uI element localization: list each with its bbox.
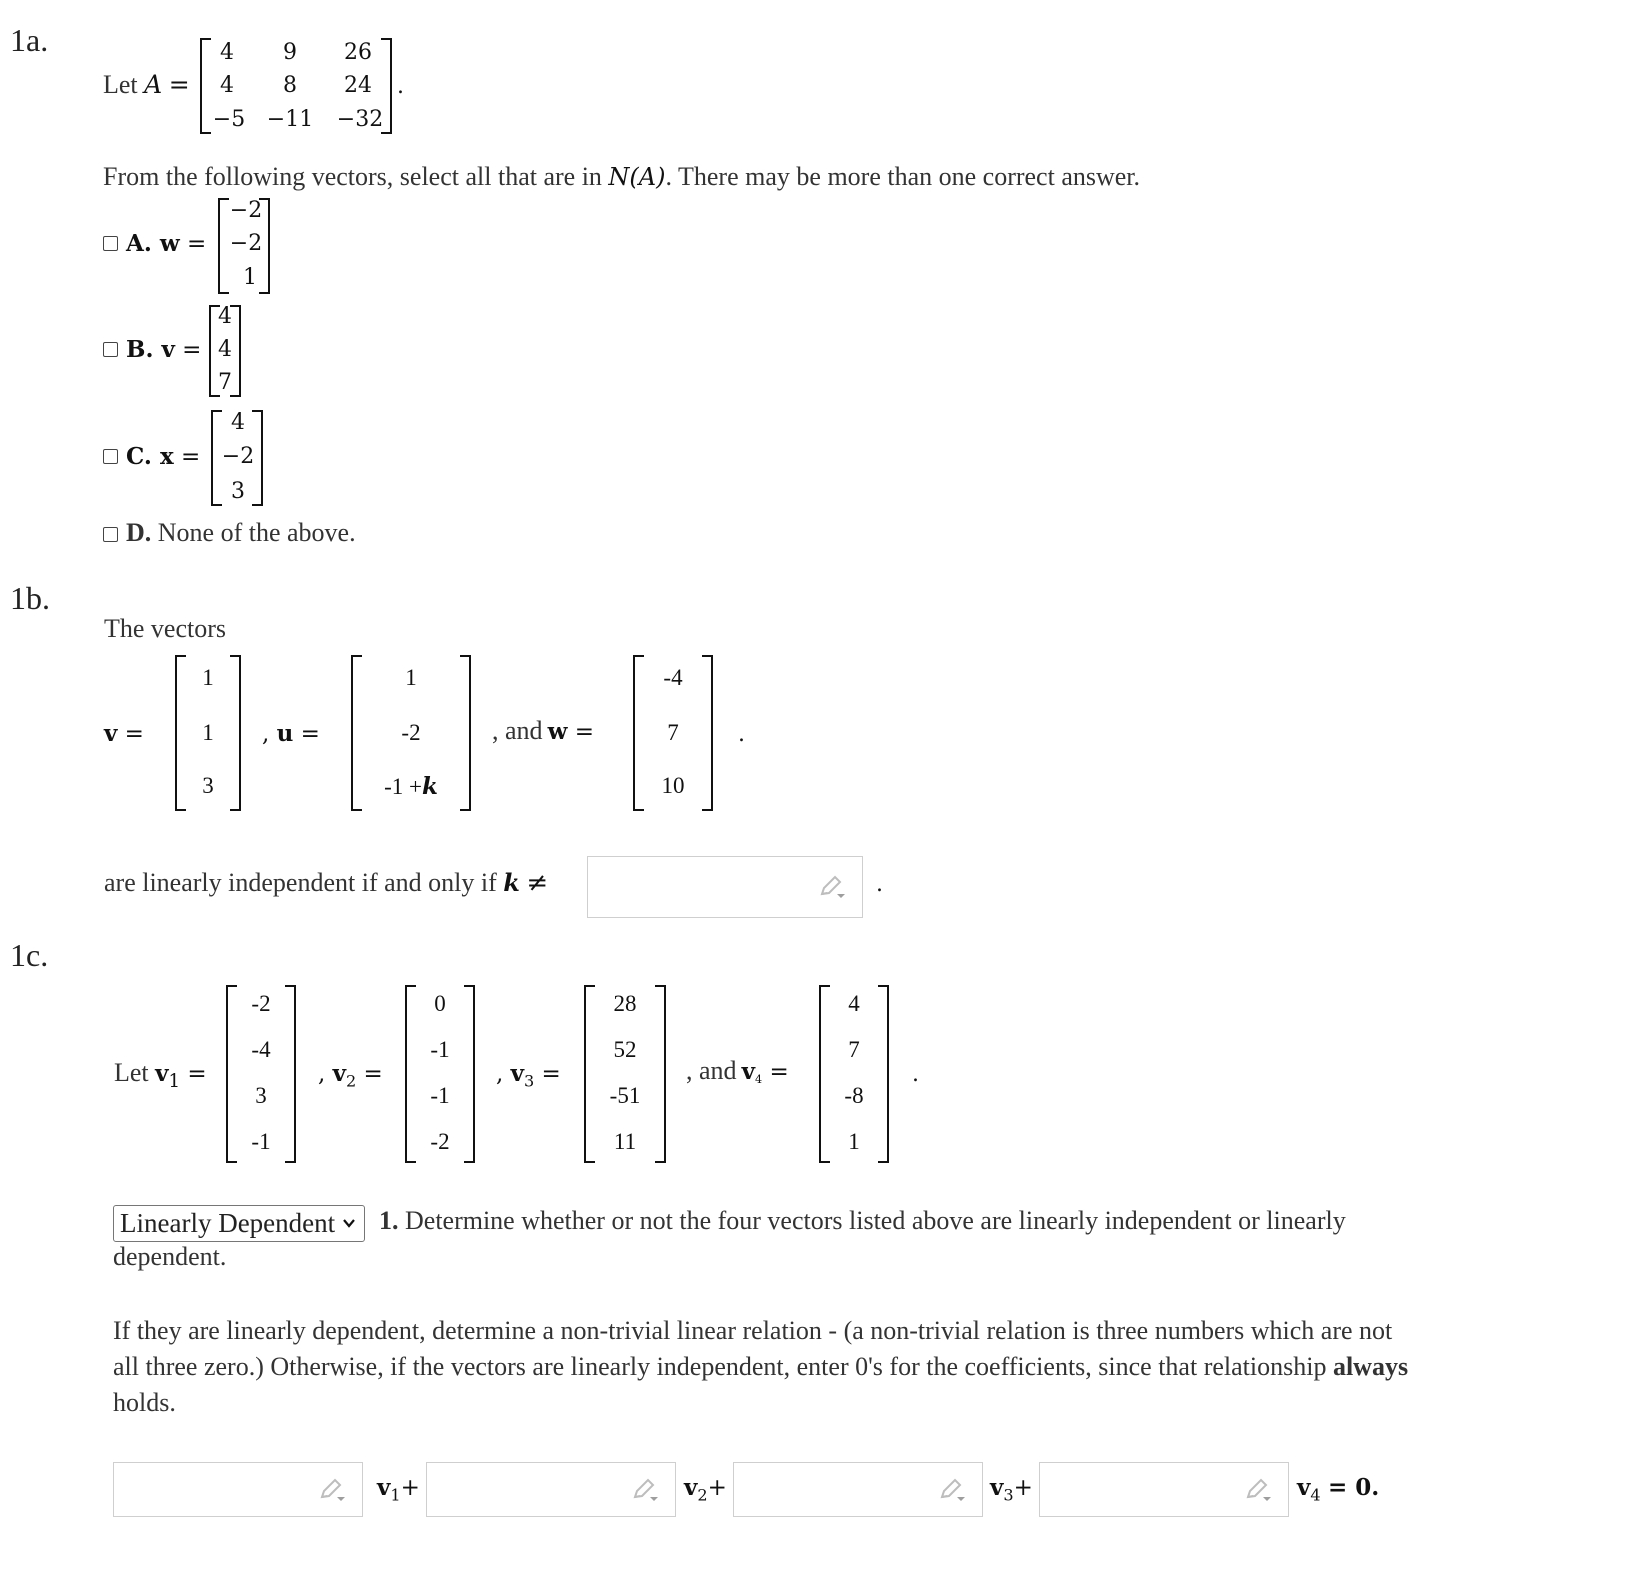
matrix-cell: 9 (283, 40, 297, 65)
matrix-cell: 8 (283, 73, 297, 98)
option-c-vector (211, 410, 263, 506)
vector-cell: 4 (231, 410, 245, 435)
k-answer-input[interactable] (587, 856, 863, 918)
vector-cell: -2 (401, 720, 421, 745)
vector-cell: 1 (202, 720, 214, 745)
vector-cell: 1 (202, 665, 214, 690)
vector-cell: 4 (848, 991, 860, 1016)
question-number-1a: 1a. (10, 22, 49, 58)
vector-cell: 28 (613, 991, 637, 1016)
option-a-vector (218, 198, 270, 294)
vector-cell: −2 (229, 198, 263, 223)
matrix-cell: −32 (336, 107, 384, 132)
matrix-cell: 4 (220, 40, 234, 65)
v4-label: , and $v_4$ = (686, 1056, 789, 1087)
v-label: v = (104, 720, 144, 747)
matrix-a (200, 38, 392, 134)
chevron-down-icon (342, 1216, 356, 1230)
v3-label: , $v_3$ = (496, 1060, 561, 1091)
question-number-1c: 1c. (10, 937, 49, 973)
vector-cell: 4 (218, 304, 232, 329)
question-prompt-1a: From the following vectors, select all that are in N(A). There may be more than one correct answer. (103, 162, 1141, 191)
v3-vector (584, 985, 666, 1163)
vector-cell: 1 (848, 1129, 860, 1154)
relation-paragraph-line2: all three zero.) Otherwise, if the vectors are linearly independent, enter 0's for the coefficients, since that relationship always (113, 1352, 1409, 1381)
matrix-cell: 24 (344, 73, 372, 98)
vector-cell: 0 (434, 991, 446, 1016)
relation-paragraph-line3: holds. (113, 1388, 176, 1417)
option-c-checkbox[interactable] (103, 449, 118, 464)
v1-label: Let $v_1$ = (114, 1058, 207, 1093)
vector-cell: 7 (667, 720, 679, 745)
vector-cell: -4 (251, 1037, 271, 1062)
v3-term: $v_3+$ (990, 1474, 1033, 1505)
independence-condition: are linearly independent if and only if k ≠ (104, 868, 549, 898)
option-a-label: A. w = (126, 230, 207, 257)
option-c-label: C. x = (126, 443, 201, 470)
vector-cell: -8 (844, 1083, 864, 1108)
let-text: Let A = (103, 70, 190, 99)
vector-cell: -1 (430, 1083, 450, 1108)
vector-cell: 52 (613, 1037, 637, 1062)
vector-cell: -51 (609, 1083, 641, 1108)
matrix-cell: −11 (266, 107, 314, 132)
vector-cell: -2 (251, 991, 271, 1016)
vector-cell: 11 (613, 1129, 637, 1154)
option-b-vector (209, 305, 241, 397)
step-instruction: 1. Determine whether or not the four vectors listed above are linearly independent or linearly (379, 1206, 1346, 1235)
matrix-name: A (144, 70, 163, 99)
vector-cell: 1 (243, 265, 257, 290)
v1-term: $v_1+$ (377, 1474, 420, 1505)
vector-cell: -1 (251, 1129, 271, 1154)
pencil-icon[interactable] (631, 1477, 661, 1503)
pencil-icon[interactable] (1244, 1477, 1274, 1503)
v-vector (175, 655, 241, 811)
pencil-icon[interactable] (938, 1477, 968, 1503)
vector-cell: -1 (430, 1037, 450, 1062)
v4-vector (819, 985, 889, 1163)
option-d-checkbox[interactable] (103, 527, 118, 542)
matrix-cell: 26 (344, 40, 372, 65)
pencil-icon[interactable] (818, 874, 848, 900)
vector-cell: 10 (661, 773, 685, 798)
vector-cell: -2 (430, 1129, 450, 1154)
vector-cell: 1 (405, 665, 417, 690)
v4-term: $v_4 = 0$. (1297, 1474, 1380, 1505)
v2-label: , $v_2$ = (318, 1060, 383, 1091)
v1-vector (226, 985, 296, 1163)
coef-3-input[interactable] (733, 1462, 983, 1517)
vector-cell: −2 (229, 231, 263, 256)
option-d-label: D. None of the above. (126, 518, 356, 547)
coef-1-input[interactable] (113, 1462, 363, 1517)
vector-cell: 3 (202, 773, 214, 798)
vector-cell: 7 (218, 370, 232, 395)
coef-4-input[interactable] (1039, 1462, 1289, 1517)
option-b-label: B. v = (126, 336, 202, 363)
w-vector (633, 655, 713, 811)
w-label: , and w = (492, 716, 595, 745)
u-vector (351, 655, 471, 811)
v2-vector (405, 985, 475, 1163)
question-number-1b: 1b. (10, 580, 50, 616)
option-a-checkbox[interactable] (103, 236, 118, 251)
dependence-select[interactable]: Linearly Dependent (113, 1205, 365, 1242)
vector-cell: 7 (848, 1037, 860, 1062)
v2-term: $v_2+$ (684, 1474, 727, 1505)
coef-2-input[interactable] (426, 1462, 676, 1517)
vector-cell: 4 (218, 337, 232, 362)
relation-paragraph-line1: If they are linearly dependent, determine a non-trivial linear relation - (a non-trivial relation is three numbers which are not (113, 1316, 1393, 1345)
option-b-checkbox[interactable] (103, 342, 118, 357)
matrix-cell: −5 (212, 107, 246, 132)
u-label: , u = (262, 720, 320, 747)
vector-cell: 3 (231, 479, 245, 504)
matrix-cell: 4 (220, 73, 234, 98)
vector-cell: 3 (255, 1083, 267, 1108)
vectors-intro: The vectors (104, 614, 227, 643)
vector-cell: -4 (663, 665, 683, 690)
pencil-icon[interactable] (318, 1477, 348, 1503)
vector-cell: -1 +k (384, 773, 438, 800)
vector-cell: −2 (221, 444, 255, 469)
